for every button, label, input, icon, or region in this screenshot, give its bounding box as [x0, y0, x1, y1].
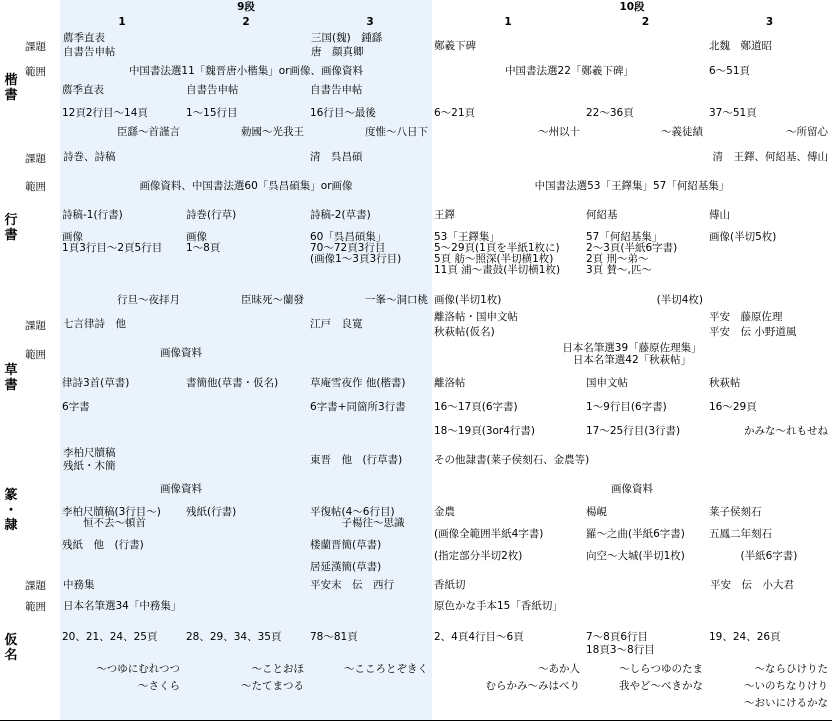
kana-l10-range — [432, 597, 832, 617]
cell-text: 国申文帖 — [586, 377, 628, 389]
cell-text: 中国書法選22「鄭羲下碑」 — [505, 65, 634, 77]
cell-text: 6字書 — [62, 401, 90, 413]
cell-text: 6字書+同箇所3行書 — [310, 401, 406, 413]
cell-text: 57「何紹基集」 — [586, 231, 663, 243]
cell-text: 薦季直表 — [62, 84, 104, 96]
cell-text: ～さくら — [138, 680, 180, 692]
kaisho-l10-subject-right — [707, 30, 832, 64]
kana-detail-5 — [584, 616, 708, 721]
column-number-5 — [584, 15, 708, 31]
gyosho-detail-2 — [184, 202, 309, 311]
kana-detail-1 — [60, 616, 185, 721]
cell-text: 画像資料、中国書法選60「呉昌碩集」or画像 — [139, 180, 353, 192]
row-label-text: 課題 — [25, 319, 46, 332]
cell-text: ～つゆにむれつつ — [96, 663, 180, 675]
cell-text: 37～51頁 — [709, 107, 757, 119]
category-sosho — [0, 310, 23, 446]
cell-text: 東晋 他 (行草書) — [310, 454, 403, 466]
cell-text: ～州以十 — [538, 126, 580, 138]
level-10-title: 10段 — [619, 1, 645, 13]
tenrei-l10-range — [432, 476, 832, 504]
kaisho-l9-range — [60, 63, 433, 81]
cell-text: 北魏 鄭道昭 — [709, 40, 772, 52]
cell-text: 中務集 — [63, 579, 95, 591]
gyosho-l10-subject — [432, 145, 832, 173]
cell-text: ～義徒績 — [661, 126, 703, 138]
cell-text: ～所留心 — [786, 126, 828, 138]
level-10-header — [432, 0, 832, 16]
cell-text: 律詩3首(草書) — [62, 377, 130, 389]
cell-text: 我やど～べきかな — [619, 680, 703, 692]
sosho-l10-range — [432, 341, 832, 369]
cell-text: 金農 — [434, 506, 455, 518]
cell-text: 平安末 伝 西行 — [310, 579, 394, 591]
cell-text: 画像(半切1枚) — [434, 294, 502, 306]
tenrei-detail-6 — [707, 503, 832, 576]
cell-text: 画像 — [62, 231, 83, 243]
cell-text: 詩巻(行草) — [186, 209, 237, 221]
row-label-text: 範囲 — [25, 65, 46, 78]
cell-text: 七言律詩 他 — [63, 318, 126, 330]
tenrei-detail-3 — [308, 503, 433, 576]
row-label-subject — [22, 145, 61, 173]
cell-text: 3頁 賛～,匹～ — [586, 264, 652, 276]
header-corner — [0, 0, 61, 31]
cell-text: 詩稿-1(行書) — [62, 209, 123, 221]
kaisho-detail-5 — [584, 80, 708, 146]
kana-detail-6 — [707, 616, 832, 721]
gyosho-detail-4 — [432, 202, 585, 311]
cell-text: 78～81頁 — [310, 631, 358, 643]
gyosho-l9-range — [60, 172, 433, 203]
cell-text: 自書告申帖 — [186, 84, 239, 96]
cell-text: 平復帖(4～6行目) — [310, 506, 395, 518]
kaisho-detail-3 — [308, 80, 433, 146]
category-tenrei — [0, 445, 23, 576]
cell-text: 度惟～八日下 — [365, 126, 428, 138]
row-label-empty — [22, 80, 61, 146]
row-label-range — [22, 341, 61, 369]
cell-text: 残紙(行書) — [186, 506, 237, 518]
cell-text: 画像資料 — [160, 347, 202, 359]
cell-text: 勅國～光我王 — [241, 126, 304, 138]
cell-text: 傅山 — [709, 209, 730, 221]
column-number-label: 2 — [242, 16, 250, 28]
row-label-subject — [22, 575, 61, 598]
cell-text: 1～15行目 — [186, 107, 238, 119]
cell-text: 残紙 他 (行書) — [62, 539, 144, 551]
kana-l9-subject — [60, 575, 433, 598]
cell-text: 平安 伝 小野道風 — [709, 326, 797, 338]
cell-text: 唐 顔真卿 — [311, 46, 364, 58]
cell-text: (半紙6字書) — [709, 550, 798, 562]
tenrei-detail-5 — [584, 503, 708, 576]
cell-text: 17～25行目(3行書) — [586, 425, 681, 437]
cell-text: 自書告申帖 — [63, 46, 116, 58]
column-number-6 — [707, 15, 832, 31]
sosho-detail-2 — [184, 368, 309, 446]
cell-text: 自書告申帖 — [310, 84, 363, 96]
cell-text: ～いのちなりけり — [744, 680, 828, 692]
cell-text: 画像(半切5枚) — [709, 231, 777, 243]
kana-l10-subject — [432, 575, 832, 598]
gyosho-detail-6 — [707, 202, 832, 311]
kaisho-l10-range-left — [432, 63, 708, 81]
kaisho-detail-4 — [432, 80, 585, 146]
column-number-label: 1 — [504, 16, 512, 28]
cell-text: 18～19頁(3or4行書) — [434, 425, 536, 437]
cell-text: 香紙切 — [434, 579, 466, 591]
level-9-header — [60, 0, 433, 16]
sosho-l10-subject-left — [432, 310, 708, 342]
sosho-detail-1 — [60, 368, 185, 446]
column-number-4 — [432, 15, 585, 31]
tenrei-l10-subject — [432, 445, 832, 477]
row-label-subject — [22, 30, 61, 64]
cell-text: ～おいにけるかな — [744, 697, 828, 709]
category-kaisho — [0, 30, 23, 146]
gyosho-detail-5 — [584, 202, 708, 311]
row-label-empty — [22, 616, 61, 721]
cell-text: 22～36頁 — [586, 107, 634, 119]
kaisho-l10-range-right — [707, 63, 832, 81]
category-label-kaisho: 楷 書 — [4, 73, 18, 103]
sosho-detail-4 — [432, 368, 585, 446]
cell-text: 行旦～夜拝月 — [117, 294, 180, 306]
cell-text: 離洛帖・国申文帖 — [434, 311, 518, 323]
column-number-2 — [184, 15, 309, 31]
cell-text: 秋萩帖 — [709, 377, 741, 389]
category-gyosho — [0, 145, 23, 311]
cell-text: 恒不去～頓首 — [62, 517, 146, 529]
column-number-label: 2 — [641, 16, 650, 28]
cell-text: 2、4頁4行目～6頁 — [434, 631, 524, 643]
cell-text: 秋萩帖(仮名) — [434, 326, 495, 338]
cell-text: 詩稿-2(草書) — [310, 209, 371, 221]
gyosho-detail-1 — [60, 202, 185, 311]
cell-text: 向空～大城(半切1枚) — [586, 550, 685, 562]
cell-text: 草庵雪夜作 他(楷書) — [310, 377, 406, 389]
row-label-text: 課題 — [25, 152, 46, 165]
cell-text: ～ならひけりた — [754, 663, 828, 675]
cell-text: 中国書法選53「王鐸集」57「何紹基集」 — [534, 180, 730, 192]
cell-text: 70～72頁3行目 — [310, 242, 386, 254]
cell-text: 6～21頁 — [434, 107, 476, 119]
cell-text: 1～8頁 — [186, 242, 221, 254]
cell-text: 日本名筆選39「藤原佐理集」 — [562, 342, 702, 354]
gyosho-l9-subject — [60, 145, 433, 173]
cell-text: (画像全範囲半紙4字書) — [434, 528, 544, 540]
cell-text: むらかみ～みはべり — [485, 680, 580, 692]
sosho-detail-6 — [707, 368, 832, 446]
column-number-1 — [60, 15, 185, 31]
cell-text: 五鳳二年刻石 — [709, 528, 772, 540]
cell-text: 残紙・木簡 — [63, 460, 116, 472]
row-label-text: 範囲 — [25, 348, 46, 361]
kaisho-detail-1 — [60, 80, 185, 146]
row-label-subject — [22, 310, 61, 342]
category-kana — [0, 575, 23, 721]
row-label-range — [22, 63, 61, 81]
level-9-title: 9段 — [237, 1, 255, 13]
cell-text: 画像資料 — [160, 483, 202, 495]
kana-detail-4 — [432, 616, 585, 721]
cell-text: かみな～れもせね — [744, 425, 828, 437]
row-label-text: 課題 — [25, 580, 46, 592]
column-number-label: 3 — [765, 16, 774, 28]
cell-text: 李柏尺牘稿(3行目～) — [62, 506, 161, 518]
cell-text: その他隷書(莱子侯刻石、金農等) — [434, 454, 590, 466]
cell-text: 日本名筆選34「中務集」 — [63, 600, 182, 612]
row-label-text: 範囲 — [25, 181, 46, 193]
cell-text: 離洛帖 — [434, 377, 466, 389]
cell-text: 居延漢簡(草書) — [310, 561, 382, 573]
cell-text: 原色かな手本15「香紙切」 — [434, 600, 563, 612]
cell-text: 画像資料 — [611, 483, 653, 495]
row-label-empty — [22, 202, 61, 311]
cell-text: 19、24、26頁 — [709, 631, 781, 643]
sosho-detail-5 — [584, 368, 708, 446]
row-label-empty — [22, 503, 61, 576]
gyosho-detail-3 — [308, 202, 433, 311]
cell-text: 53「王鐸集」 — [434, 231, 500, 243]
sosho-l10-subject-right — [707, 310, 832, 342]
column-number-label: 3 — [366, 16, 374, 28]
cell-text: 7～8頁6行目 — [586, 631, 649, 643]
kaisho-l10-subject-left — [432, 30, 708, 64]
cell-text: 一峯～洞口桃 — [365, 294, 428, 306]
cell-text: 子楊往～思識 — [310, 517, 405, 529]
cell-text: 60「呉昌碩集」 — [310, 231, 387, 243]
kaisho-detail-6 — [707, 80, 832, 146]
cell-text: ～こころとぞきく — [344, 663, 428, 675]
cell-text: 画像 — [186, 231, 207, 243]
cell-text: 平安 藤原佐理 — [709, 311, 783, 323]
row-label-empty — [22, 368, 61, 446]
sosho-l9-subject — [60, 310, 433, 342]
cell-text: (指定部分半切2枚) — [434, 550, 523, 562]
cell-text: ～しらつゆのたま — [619, 663, 703, 675]
tenrei-l9-range — [60, 476, 433, 504]
kaisho-l9-subject-left — [60, 30, 309, 64]
kana-detail-2 — [184, 616, 309, 721]
column-number-label: 1 — [118, 16, 126, 28]
cell-text: 5頁 舫～照深(半切横1枚) — [434, 253, 554, 265]
cell-text: 2～3頁(半紙6字書) — [586, 242, 678, 254]
column-number-3 — [308, 15, 433, 31]
kana-l9-range — [60, 597, 433, 617]
cell-text: ～たてまつる — [241, 680, 304, 692]
sosho-l9-range — [60, 341, 433, 369]
cell-text: 11頁 浦～畫鼓(半切横1枚) — [434, 264, 561, 276]
cell-text: (半切4枚) — [656, 294, 703, 306]
cell-text: ～あか人 — [538, 663, 580, 675]
cell-text: 王鐸 — [434, 209, 455, 221]
cell-text: 16～17頁(6字書) — [434, 401, 518, 413]
cell-text: ～ことおほ — [251, 663, 304, 675]
category-label-tenrei: 篆 ・ 隷 — [4, 488, 18, 533]
cell-text: 三国(魏) 鍾繇 — [311, 32, 383, 44]
cell-text: 平安 伝 小大君 — [710, 579, 794, 591]
cell-text: 莱子侯刻石 — [709, 506, 762, 518]
kaisho-l9-subject-right — [308, 30, 433, 64]
cell-text: 楼蘭晋簡(草書) — [310, 539, 382, 551]
category-label-kana: 仮 名 — [4, 633, 18, 663]
row-label-range — [22, 172, 61, 203]
kana-detail-3 — [308, 616, 433, 721]
cell-text: 16行目～最後 — [310, 107, 376, 119]
cell-text: 詩巻、詩稿 — [63, 151, 116, 163]
cell-text: 日本名筆選42「秋萩帖」 — [572, 354, 692, 366]
cell-text: 1頁3行目～2頁5行目 — [62, 242, 163, 254]
cell-text: 臣繇～首謹言 — [117, 126, 180, 138]
cell-text: 楊峴 — [586, 506, 607, 518]
cell-text: 1～9行目(6字書) — [586, 401, 667, 413]
cell-text: 清 呉昌碩 — [310, 151, 363, 163]
row-label-empty — [22, 445, 61, 477]
cell-text: 20、21、24、25頁 — [62, 631, 158, 643]
cell-text: 中国書法選11「魏晋唐小楷集」or画像、画像資料 — [128, 65, 364, 77]
tenrei-l9-subject — [60, 445, 433, 477]
tenrei-detail-2 — [184, 503, 309, 576]
cell-text: 臣昧死～蘭發 — [241, 294, 304, 306]
kaisho-detail-2 — [184, 80, 309, 146]
cell-text: 羅～之曲(半紙6字書) — [586, 528, 685, 540]
row-label-range — [22, 597, 61, 617]
cell-text: 28、29、34、35頁 — [186, 631, 282, 643]
cell-text: 書簡他(草書・仮名) — [186, 377, 279, 389]
row-label-text: 範囲 — [25, 600, 46, 613]
cell-text: 鄭羲下碑 — [434, 40, 476, 52]
tenrei-detail-1 — [60, 503, 185, 576]
row-label-text: 課題 — [25, 40, 46, 53]
category-label-gyosho: 行 書 — [4, 213, 18, 243]
cell-text: 16～29頁 — [709, 401, 757, 413]
row-label-empty — [22, 476, 61, 504]
cell-text: 李柏尺牘稿 — [63, 447, 116, 459]
cell-text: 18頁3～8行目 — [586, 644, 655, 656]
cell-text: (画像1～3頁3行目) — [310, 253, 402, 265]
cell-text: 12頁2行目～14頁 — [62, 107, 148, 119]
sosho-detail-3 — [308, 368, 433, 446]
cell-text: 何紹基 — [586, 209, 618, 221]
cell-text: 清 王鐸、何紹基、傅山 — [712, 151, 828, 163]
tenrei-detail-4 — [432, 503, 585, 576]
cell-text: 5～29頁(1頁を半紙1枚に) — [434, 242, 560, 254]
cell-text: 6～51頁 — [709, 65, 751, 77]
cell-text: 2頁 刑～弟～ — [586, 253, 649, 265]
gyosho-l10-range — [432, 172, 832, 203]
cell-text: 江戸 良寛 — [310, 318, 363, 330]
cell-text: 薦季直表 — [63, 32, 105, 44]
category-label-sosho: 草 書 — [4, 363, 18, 393]
